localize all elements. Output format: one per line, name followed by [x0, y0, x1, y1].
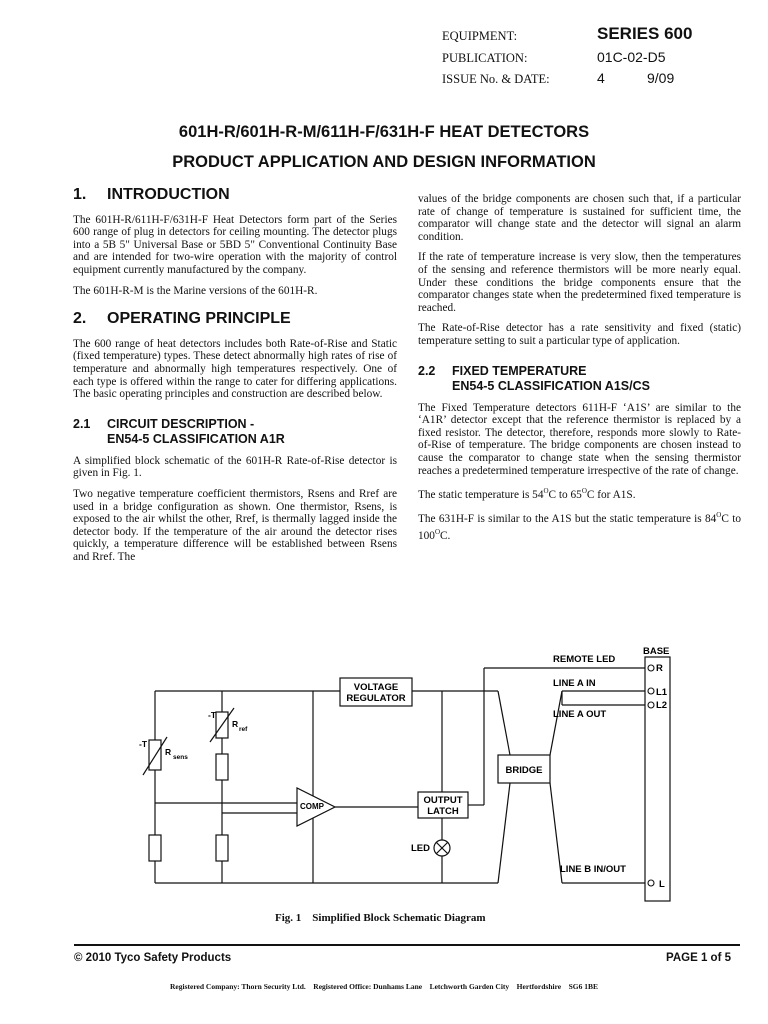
issue-date: 9/09: [647, 70, 675, 86]
led-label: LED: [411, 843, 430, 854]
paragraph: The Rate-of-Rise detector has a rate sensitivity and fixed (static) temperature setting to suit a particular type of application.: [418, 322, 741, 347]
issue-label: ISSUE No. & DATE:: [442, 72, 550, 86]
publication-label: PUBLICATION:: [442, 51, 528, 65]
terminal-r: [648, 665, 654, 671]
registered-office: Registered Company: Thorn Security Ltd. Registered Office: Dunhams Lane Letchworth Garden City Hertfordshire SG6 1BE: [170, 982, 598, 991]
publication-value: 01C-02-D5: [597, 49, 666, 65]
text-run: The 631H-F is similar to the A1S but the static temperature is 84: [418, 513, 717, 526]
output-latch-label: OUTPUT: [423, 795, 463, 806]
degree-superscript: O: [581, 487, 587, 496]
terminal-l2-label: L2: [656, 700, 668, 711]
text-run: C for A1S.: [586, 488, 636, 501]
rref-minus-t: -T: [208, 710, 217, 720]
rsens-r: R: [165, 747, 172, 757]
bridge-output-line: [498, 783, 510, 883]
equipment-value: SERIES 600: [597, 24, 693, 43]
footer-rule: [74, 944, 740, 946]
degree-superscript: O: [543, 487, 549, 496]
line-a-out-label: LINE A OUT: [553, 709, 607, 720]
paragraph: The 601H-R-M is the Marine versions of the 601H-R.: [73, 284, 318, 297]
comp-label: COMP: [300, 802, 324, 811]
voltage-regulator-label-2: REGULATOR: [346, 693, 406, 704]
text-run: C to 65: [548, 488, 582, 501]
paragraph: The Fixed Temperature detectors 611H-F ‘A1S’ are similar to the ‘A1R’ detector except that the reference thermistor is replaced by a fixed resistor. The detector, therefore, responds more slowly to Rate-of-Rise of temperature. The bridge components are chosen instead to cause the comparator to change state when the sensing thermistor reaches a predetermined temperature irrespective of the rate of change.: [418, 401, 741, 477]
degree-superscript: O: [434, 527, 441, 536]
issue-number: 4: [597, 70, 605, 86]
base-label: BASE: [643, 646, 670, 657]
page-number: PAGE 1 of 5: [666, 952, 731, 964]
copyright: © 2010 Tyco Safety Products: [74, 952, 232, 964]
paragraph: The 600 range of heat detectors includes both Rate-of-Rise and Static (fixed temperature) types. These detect abnormally high rates of rise of temperature and abnormally high temperatures respectively. One of each type is offered within the range to cater for differing applications. The basic operating principles and construction are described below.: [73, 337, 397, 401]
paragraph: If the rate of temperature increase is very slow, then the temperatures of the sensing and reference thermistors will be more nearly equal. Under these conditions the bridge components ensure that the comparator changes state when the predetermined fixed temperature is reached.: [418, 251, 741, 314]
paragraph: values of the bridge components are chosen such that, if a particular rate of change of temperature is sustained for sufficient time, the comparator will change state and the detector will signal an alarm condition.: [418, 193, 741, 243]
remote-led-label: REMOTE LED: [553, 654, 616, 665]
rsens-minus-t: -T: [139, 739, 148, 749]
line-a-in-label: LINE A IN: [553, 678, 596, 689]
voltage-regulator-label: VOLTAGE: [353, 682, 399, 693]
paragraph: A simplified block schematic of the 601H-R Rate-of-Rise detector is given in Fig. 1.: [73, 454, 397, 480]
bridge-input-line: [498, 691, 510, 755]
rsens-subscript: sens: [173, 754, 188, 761]
subsection-title: FIXED TEMPERATURE: [452, 363, 587, 378]
text-run: C to 100: [418, 513, 741, 542]
resistor: [149, 835, 161, 861]
figure-number: Fig. 1: [275, 912, 302, 924]
resistor: [216, 754, 228, 780]
terminal-r-label: R: [656, 663, 663, 674]
terminal-l1-label: L1: [656, 687, 668, 698]
line-b-label: LINE B IN/OUT: [560, 864, 626, 875]
degree-superscript: O: [716, 511, 722, 520]
subsection-number: 2.2: [418, 363, 436, 378]
rref-subscript: ref: [239, 726, 248, 733]
rref-r: R: [232, 719, 239, 729]
output-latch-label-2: LATCH: [427, 806, 459, 817]
subsection-title-line2: EN54-5 CLASSIFICATION A1S/CS: [452, 378, 650, 393]
equipment-label: EQUIPMENT:: [442, 29, 518, 43]
section-title: INTRODUCTION: [107, 186, 230, 203]
text-run: C.: [440, 529, 451, 542]
document-title: 601H-R/601H-R-M/611H-F/631H-F HEAT DETECTORS: [178, 123, 590, 141]
figure-title: Simplified Block Schematic Diagram: [312, 912, 486, 924]
section-number: 2.: [73, 310, 87, 328]
section-number: 1.: [73, 186, 87, 203]
terminal-l-label: L: [659, 879, 665, 890]
terminal-l1: [648, 688, 654, 694]
subsection-number: 2.1: [73, 416, 91, 431]
text-run: The static temperature is 54: [418, 488, 544, 501]
resistor: [216, 835, 228, 861]
document-subtitle: PRODUCT APPLICATION AND DESIGN INFORMATION: [172, 153, 596, 171]
section-title: OPERATING PRINCIPLE: [107, 310, 291, 328]
figure-caption: [275, 912, 486, 924]
subsection-title: CIRCUIT DESCRIPTION -: [107, 416, 255, 431]
subsection-title-line2: EN54-5 CLASSIFICATION A1R: [107, 431, 285, 446]
bridge-input-line: [550, 691, 562, 755]
bridge-label: BRIDGE: [505, 765, 543, 776]
paragraph: The 601H-R/611H-F/631H-F Heat Detectors form part of the Series 600 range of plug in detectors for ceiling mounting. The detector plugs into a 5B 5" Universal Base or 5BD 5" Conventional Continuity Base and are intended for two-wire operation with the majority of control equipment currently manufactured by the company.: [73, 213, 397, 276]
paragraph: Two negative temperature coefficient thermistors, Rsens and Rref are used in a bridge configuration as shown. One thermistor, Rsens, is exposed to the air whilst the other, Rref, is thermally lagged inside the detector body. If the temperature of the air around the detector rises quickly, a temperature difference will be established between Rsens and Rref. The: [73, 487, 397, 563]
terminal-l: [648, 880, 654, 886]
terminal-l2: [648, 702, 654, 708]
